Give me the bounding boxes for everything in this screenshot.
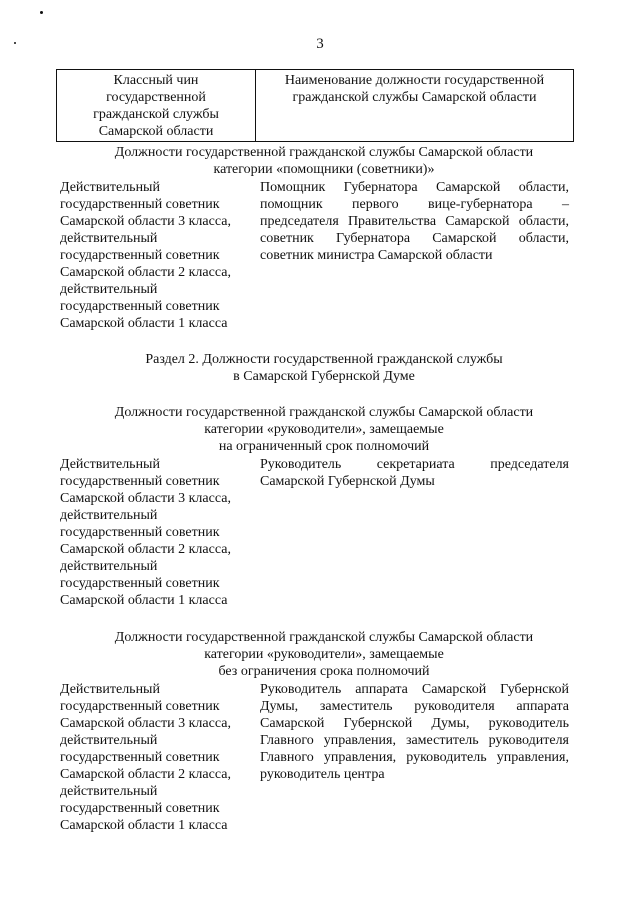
grade-line: Самарской области 2 класса, — [60, 542, 231, 557]
page-number: 3 — [316, 36, 324, 52]
grade-line: действительный — [60, 231, 158, 246]
header-table — [56, 69, 574, 142]
grade-line: действительный — [60, 282, 158, 297]
grade-line: Самарской области 2 класса, — [60, 767, 231, 782]
title-line: в Самарской Губернской Думе — [233, 369, 415, 384]
scan-speck — [40, 11, 43, 14]
positions-unlimited: Руководитель аппарата Самарской Губернской Думы, заместитель руководителя аппарата Самарской Губернской Думы, руководитель Главного управления, заместитель руководителя Главного управления, руководитель управления, руководитель центра — [260, 682, 569, 782]
grade-line: Самарской области 3 класса, — [60, 716, 231, 731]
title-line: категории «руководители», замещаемые — [204, 647, 444, 662]
header-cell-grade — [57, 70, 256, 142]
grade-line: государственный советник — [60, 801, 220, 816]
grade-line: государственный советник — [60, 197, 220, 212]
grade-line: государственный советник — [60, 750, 220, 765]
grade-line: государственный советник — [60, 248, 220, 263]
header-cell-position — [256, 70, 574, 142]
grade-list-unlimited — [60, 681, 256, 834]
positions-limited: Руководитель секретариата председателя Самарской Губернской Думы — [260, 457, 569, 489]
category-title-assistants — [56, 144, 592, 178]
grade-line: Действительный — [60, 682, 160, 697]
grade-line: государственный советник — [60, 576, 220, 591]
grade-line: Действительный — [60, 457, 160, 472]
grade-line: Самарской области 1 класса — [60, 316, 228, 331]
grade-line: Действительный — [60, 180, 160, 195]
category-title-unlimited — [56, 629, 592, 680]
grade-line: государственный советник — [60, 299, 220, 314]
header-line: Классный чин — [113, 73, 199, 88]
header-row — [57, 70, 574, 142]
header-line: Наименование должности государственной — [284, 73, 545, 88]
grade-line: Самарской области 1 класса — [60, 818, 228, 833]
title-line: на ограниченный срок полномочий — [218, 439, 430, 454]
title-line: Должности государственной гражданской службы Самарской области — [114, 405, 534, 420]
grade-line: действительный — [60, 784, 158, 799]
grade-line: Самарской области 2 класса, — [60, 265, 231, 280]
header-line: гражданской службы Самарской области — [292, 90, 537, 105]
grade-list-limited — [60, 456, 256, 609]
grade-line: государственный советник — [60, 474, 220, 489]
grade-list-assistants — [60, 179, 256, 332]
title-line: Должности государственной гражданской службы Самарской области — [114, 630, 534, 645]
grade-line: действительный — [60, 508, 158, 523]
positions-assistants: Помощник Губернатора Самарской области, помощник первого вице-губернатора – председателя Правительства Самарской области, советник Губернатора Самарской области, советник министра Самарской области — [260, 180, 569, 263]
section2-title — [56, 351, 592, 385]
title-line: без ограничения срока полномочий — [218, 664, 430, 679]
grade-line: действительный — [60, 559, 158, 574]
header-line: государственной — [106, 90, 206, 105]
title-line: Раздел 2. Должности государственной гражданской службы — [145, 352, 503, 367]
grade-line: Самарской области 3 класса, — [60, 214, 231, 229]
grade-line: Самарской области 3 класса, — [60, 491, 231, 506]
category-title-limited — [56, 404, 592, 455]
grade-line: действительный — [60, 733, 158, 748]
title-line: категории «помощники (советники)» — [213, 162, 435, 177]
grade-line: государственный советник — [60, 525, 220, 540]
grade-line: государственный советник — [60, 699, 220, 714]
header-line: Самарской области — [98, 124, 214, 139]
title-line: Должности государственной гражданской службы Самарской области — [114, 145, 534, 160]
title-line: категории «руководители», замещаемые — [204, 422, 444, 437]
grade-line: Самарской области 1 класса — [60, 593, 228, 608]
header-line: гражданской службы — [93, 107, 219, 122]
